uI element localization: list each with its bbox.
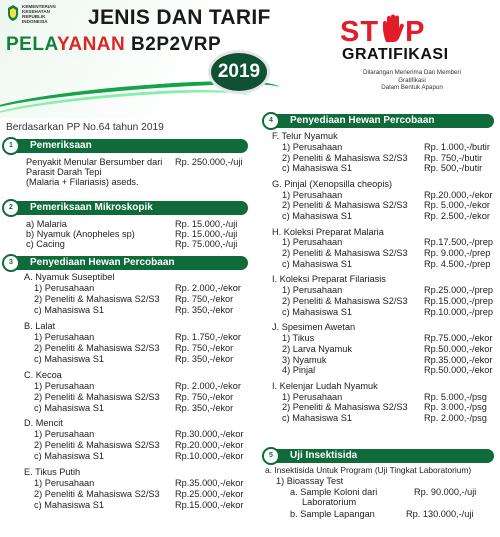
- table-row-price: Rp.25.000,-/prep: [424, 285, 493, 296]
- section-header: [8, 201, 248, 215]
- table-row-price: Rp.20.000,-/ekor: [175, 440, 244, 451]
- group-title: E. Tikus Putih: [24, 467, 81, 478]
- table-row-label: 2) Larva Nyamuk: [282, 343, 352, 354]
- section-number: 4: [262, 112, 280, 130]
- table-row-label: 1) Perusahaan: [34, 283, 95, 293]
- list-item-price: Rp. 15.000,-/uji: [175, 229, 238, 239]
- group-title: B. Lalat: [24, 320, 56, 331]
- exam-line-3: (Malaria + Filariasis) aseds.: [26, 177, 139, 187]
- group-title: I. Kelenjar Ludah Nyamuk: [272, 380, 378, 391]
- exam-line-1: Penyakit Menular Bersumber dari: [26, 157, 163, 167]
- table-row-price: Rp. 2.000,-/ekor: [175, 380, 241, 391]
- table-row-price: Rp. 4.500,-/prep: [424, 259, 491, 269]
- table-row-label: 2) Peneliti & Mahasiswa S2/S3: [34, 294, 160, 304]
- list-item: b) Nyamuk (Anopheles sp): [26, 229, 135, 239]
- table-row-label: 2) Peneliti & Mahasiswa S2/S3: [34, 342, 160, 353]
- table-row-price: Rp. 1.000,-/butir: [424, 141, 490, 152]
- table-row-price: Rp.15.000,-/ekor: [175, 500, 244, 511]
- section-hewan-percobaan-1: [8, 256, 248, 270]
- section-header: [8, 139, 248, 153]
- table-row-price: Rp.17.500,-/prep: [424, 237, 493, 248]
- hand-stop-icon: [380, 14, 406, 44]
- table-row-label: c) Mahasiswa S1: [282, 259, 352, 269]
- table-row-label: c) Mahasiswa S1: [34, 500, 104, 511]
- list-item-price: Rp. 15.000,-/uji: [175, 219, 238, 229]
- table-row-label: c) Mahasiswa S1: [34, 451, 104, 462]
- page-title-line2: PELAYANAN B2P2VRP: [6, 34, 222, 55]
- section-header: [268, 449, 494, 463]
- table-row-label: 1) Perusahaan: [282, 237, 343, 248]
- table-row-price: Rp. 5.000,-/ekor: [424, 200, 490, 211]
- section-title: Penyediaan Hewan Percobaan: [30, 257, 175, 268]
- insecticide-line-1: 1) Bioassay Test: [276, 476, 344, 486]
- table-row-label: 1) Perusahaan: [34, 380, 95, 391]
- group-title: J. Spesimen Awetan: [272, 322, 356, 333]
- table-row-price: Rp. 2.000,-/psg: [424, 413, 487, 424]
- table-row-price: Rp. 3.000,-/psg: [424, 402, 487, 413]
- table-row-price: Rp.15.000,-/prep: [424, 296, 493, 306]
- table-row-price: Rp. 750,-/ekor: [175, 342, 234, 353]
- insecticide-line-a: a. Insektisida Untuk Program (Uji Tingkat Laboratorium): [265, 465, 472, 475]
- table-row-price: Rp.35.000,-/ekor: [424, 354, 493, 365]
- table-row-price: Rp. 350,-/ekor: [175, 305, 234, 315]
- section-title: Pemeriksaan Mikroskopik: [30, 202, 153, 213]
- list-item: a) Malaria: [26, 219, 67, 229]
- group-title: A. Nyamuk Suseptibel: [24, 272, 115, 282]
- section-header: [268, 114, 494, 128]
- section-title: Pemeriksaan: [30, 140, 92, 151]
- insecticide-line-b1: b. Sample Lapangan: [290, 509, 375, 519]
- table-row-price: Rp.50.000,-/ekor: [424, 343, 493, 354]
- table-row-label: 2) Peneliti & Mahasiswa S2/S3: [282, 296, 408, 306]
- table-row-label: 2) Peneliti & Mahasiswa S2/S3: [282, 200, 408, 211]
- group-title: D. Mencit: [24, 418, 63, 429]
- table-row-label: c) Mahasiswa S1: [282, 211, 352, 222]
- exam-line-2: Parasit Darah Tepi: [26, 167, 102, 177]
- insecticide-price-b1: Rp. 130.000,-/uji: [406, 509, 474, 519]
- gratifikasi-subtitle: Dilarangan Menerima Dan Memberi Gratifikasi Dalam Bentuk Apapun: [362, 69, 461, 91]
- table-row-price: Rp. 2.500,-/ekor: [424, 211, 490, 222]
- garuda-emblem-icon: [6, 4, 20, 22]
- table-row-label: 2) Peneliti & Mahasiswa S2/S3: [282, 248, 408, 259]
- table-row-label: 4) Pinjal: [282, 365, 316, 376]
- group-title: F. Telur Nyamuk: [272, 131, 338, 141]
- table-row-price: Rp. 750,-/ekor: [175, 294, 234, 304]
- table-row-label: 1) Perusahaan: [34, 331, 95, 342]
- insecticide-line-a1b: Laboratorium: [302, 497, 357, 507]
- table-row-label: 1) Tikus: [282, 333, 315, 343]
- page-title-line1: JENIS DAN TARIF: [88, 6, 271, 29]
- stop-word: ST P: [340, 16, 426, 48]
- table-row-label: 2) Peneliti & Mahasiswa S2/S3: [282, 402, 408, 413]
- group-title: I. Koleksi Preparat Filariasis: [272, 274, 386, 285]
- table-row-price: Rp.10.000,-/ekor: [175, 451, 244, 462]
- table-row-label: 1) Perusahaan: [282, 141, 343, 152]
- exam-price: Rp. 250.000,-/uji: [175, 157, 243, 167]
- table-row-label: 1) Perusahaan: [34, 478, 95, 489]
- table-row-label: 2) Peneliti & Mahasiswa S2/S3: [34, 489, 160, 500]
- table-row-price: Rp. 2.000,-/ekor: [175, 283, 241, 293]
- legal-basis: Berdasarkan PP No.64 tahun 2019: [6, 122, 164, 133]
- group-title: C. Kecoa: [24, 369, 62, 380]
- table-row-price: Rp. 350,-/ekor: [175, 353, 234, 364]
- section-number: 5: [262, 447, 280, 465]
- section-number: 3: [2, 254, 20, 272]
- table-row-price: Rp. 9.000,-/prep: [424, 248, 491, 259]
- section-pemeriksaan: [8, 139, 248, 153]
- table-row-price: Rp.20.000,-/ekor: [424, 189, 493, 200]
- table-row-price: Rp. 750,-/butir: [424, 152, 483, 163]
- group-title: G. Pinjal (Xenopsilla cheopis): [272, 178, 393, 189]
- section-header: [8, 256, 248, 270]
- gratifikasi-word: GRATIFIKASI: [342, 46, 449, 63]
- table-row-label: c) Mahasiswa S1: [282, 413, 352, 424]
- section-hewan-percobaan-2: [268, 114, 494, 128]
- table-row-price: Rp. 500,-/butir: [424, 163, 483, 174]
- table-row-label: 2) Peneliti & Mahasiswa S2/S3: [282, 152, 408, 163]
- table-row-label: 2) Peneliti & Mahasiswa S2/S3: [34, 440, 160, 451]
- table-row-label: 1) Perusahaan: [282, 189, 343, 200]
- ministry-name: KEMENTERIAN KESEHATAN REPUBLIK INDONESIA: [22, 4, 56, 24]
- year-badge: 2019: [208, 50, 270, 94]
- table-row-label: 2) Peneliti & Mahasiswa S2/S3: [34, 391, 160, 402]
- table-row-price: Rp.50.000,-/ekor: [424, 365, 493, 376]
- list-item-price: Rp. 75.000,-/uji: [175, 239, 238, 249]
- table-row-label: 1) Perusahaan: [34, 429, 95, 440]
- section-number: 1: [2, 137, 20, 155]
- table-row-price: Rp.75.000,-/ekor: [424, 333, 493, 343]
- section-uji-insektisida: [268, 449, 494, 463]
- table-row-price: Rp.10.000,-/prep: [424, 306, 493, 317]
- section-number: 2: [2, 199, 20, 217]
- stop-gratifikasi-logo: [340, 16, 490, 96]
- list-item: c) Cacing: [26, 239, 65, 249]
- table-row-price: Rp. 1.750,-/ekor: [175, 331, 241, 342]
- table-row-price: Rp.35.000,-/ekor: [175, 478, 244, 489]
- table-row-price: Rp. 5.000,-/psg: [424, 391, 487, 402]
- insecticide-price-a1: Rp. 90.000,-/uji: [414, 487, 477, 497]
- table-row-label: 3) Nyamuk: [282, 354, 327, 365]
- table-row-label: c) Mahasiswa S1: [34, 353, 104, 364]
- table-row-price: Rp.30.000,-/ekor: [175, 429, 244, 440]
- table-row-label: 1) Perusahaan: [282, 285, 343, 296]
- table-row-price: Rp. 750,-/ekor: [175, 391, 234, 402]
- insecticide-line-a1: a. Sample Koloni dari: [290, 487, 378, 497]
- section-mikroskopik: [8, 201, 248, 215]
- group-title: H. Koleksi Preparat Malaria: [272, 226, 384, 237]
- section-title: Uji Insektisida: [290, 450, 358, 461]
- table-row-price: Rp. 350,-/ekor: [175, 402, 234, 413]
- section-title: Penyediaan Hewan Percobaan: [290, 115, 435, 126]
- table-row-label: 1) Perusahaan: [282, 391, 343, 402]
- table-row-label: c) Mahasiswa S1: [282, 306, 352, 317]
- table-row-price: Rp.25.000,-/ekor: [175, 489, 244, 500]
- header: [0, 0, 500, 118]
- table-row-label: c) Mahasiswa S1: [282, 163, 352, 174]
- table-row-label: c) Mahasiswa S1: [34, 402, 104, 413]
- table-row-label: c) Mahasiswa S1: [34, 305, 104, 315]
